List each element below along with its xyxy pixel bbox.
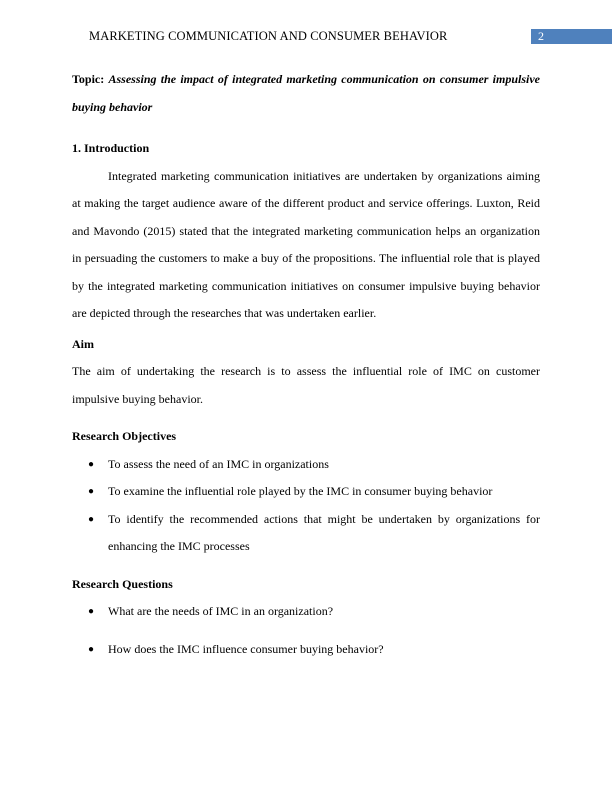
topic-text: Assessing the impact of integrated marketing communication on consumer impulsive buying behavior	[72, 72, 541, 114]
bullet-icon: ●	[88, 458, 95, 470]
list-item	[72, 598, 540, 626]
list-item-text: What are the needs of IMC in an organization?	[108, 604, 334, 618]
list-item-text: To examine the influential role played by the IMC in consumer buying behavior	[108, 484, 493, 498]
list-item	[72, 636, 540, 664]
introduction-heading: 1. Introduction	[72, 141, 150, 155]
list-item-text: To identify the recommended actions that might be undertaken by organizations for enhancing the IMC processes	[108, 511, 540, 553]
list-item-text: To assess the need of an IMC in organizations	[108, 456, 329, 471]
bullet-icon: ●	[88, 606, 95, 617]
topic-line	[72, 66, 540, 121]
research-questions-heading: Research Questions	[72, 576, 173, 591]
bullet-icon: ●	[88, 643, 95, 655]
list-item	[72, 478, 540, 506]
bullet-icon: ●	[88, 513, 95, 525]
research-questions-list	[72, 598, 540, 663]
page-number-badge: 2	[531, 29, 612, 44]
research-objectives-list	[72, 451, 540, 561]
list-item	[72, 506, 540, 561]
research-objectives-heading: Research Objectives	[72, 429, 177, 443]
list-item-text: How does the IMC influence consumer buying behavior?	[108, 641, 384, 656]
document-body	[72, 66, 540, 663]
bullet-icon: ●	[88, 486, 95, 497]
aim-paragraph: The aim of undertaking the research is to assess the influential role of IMC on customer impulsive buying behavior.	[72, 364, 540, 406]
introduction-paragraph: Integrated marketing communication initiatives are undertaken by organizations aiming at making the target audience aware of the different product and service offerings. Luxton, Reid and Mavondo (2015) stated that the integrated marketing communication helps an organization in persuading the customers to make a buy of the propositions. The influential role that is played by the integrated marketing communication initiatives on consumer impulsive buying behavior are depicted through the researches that was undertaken earlier.	[72, 168, 540, 320]
list-item	[72, 451, 540, 479]
topic-label: Topic:	[72, 72, 105, 86]
running-header-title: MARKETING COMMUNICATION AND CONSUMER BEHAVIOR	[89, 29, 448, 43]
aim-heading: Aim	[72, 336, 94, 351]
